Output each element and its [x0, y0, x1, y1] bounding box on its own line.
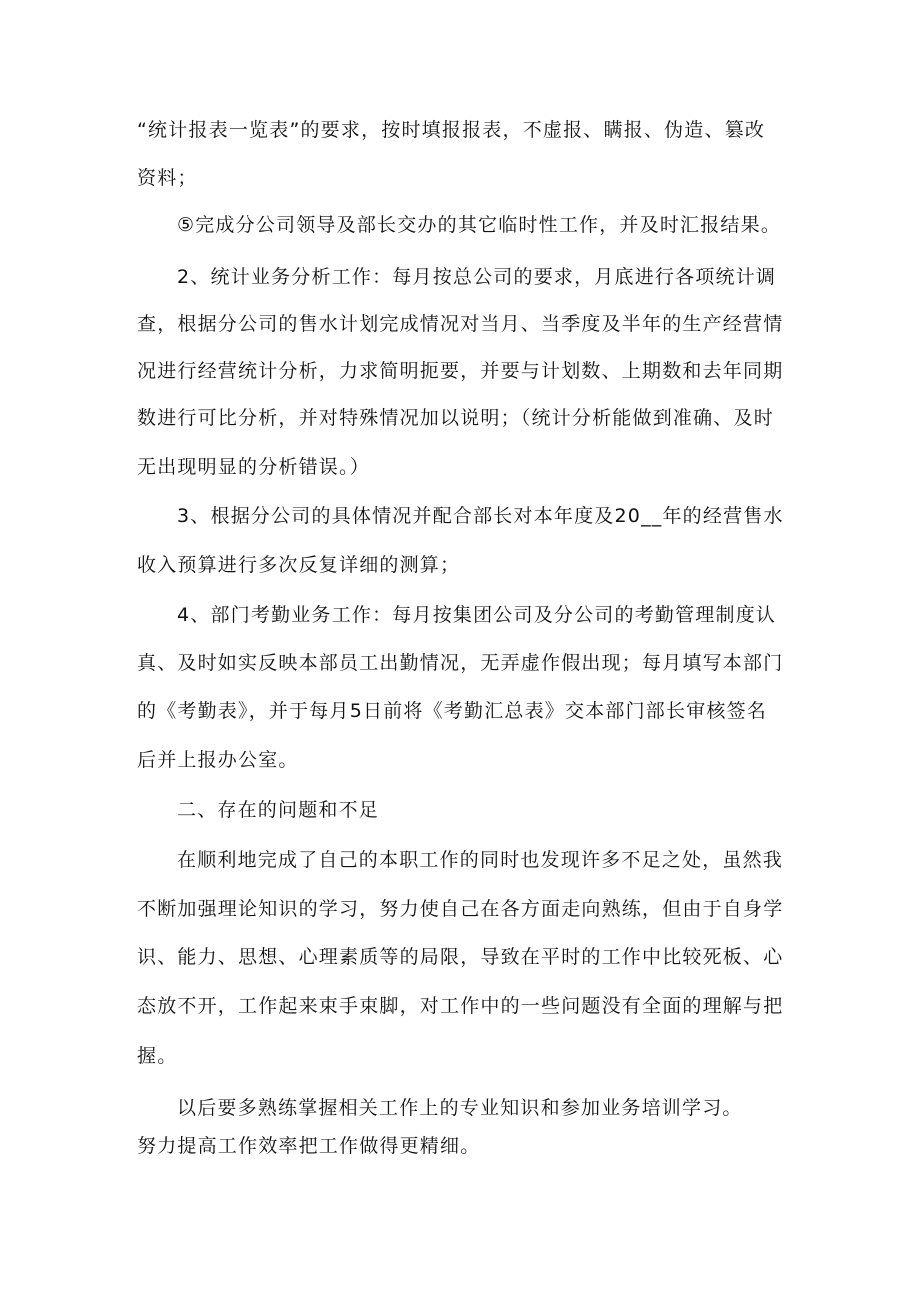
text-line: 态放不开，工作起来束手束脚，对工作中的一些问题没有全面的理解与把 — [137, 995, 784, 1017]
text-line: 数进行可比分析，并对特殊情况加以说明；（统计分析能做到准确、及时 — [137, 407, 774, 429]
text-line: 不断加强理论知识的学习，努力使自己在各方面走向熟练，但由于自身学 — [137, 898, 784, 920]
text-line: 识、能力、思想、心理素质等的局限，导致在平时的工作中比较死板、心 — [137, 946, 784, 968]
text-line: 3、根据分公司的具体情况并配合部长对本年度及20__年的经营售水 — [177, 505, 784, 527]
text-line: 以后要多熟练掌握相关工作上的专业知识和参加业务培训学习。 — [177, 1097, 743, 1119]
section-heading: 二、存在的问题和不足 — [177, 799, 380, 821]
text-line: 况进行经营统计分析，力求简明扼要，并要与计划数、上期数和去年同期 — [137, 360, 784, 382]
text-line: 在顺利地完成了自己的本职工作的同时也发现许多不足之处，虽然我 — [177, 849, 784, 871]
text-line: 努力提高工作效率把工作做得更精细。 — [137, 1135, 481, 1157]
text-line: 资料； — [137, 167, 198, 189]
text-line: 真、及时如实反映本部员工出勤情况，无弄虚作假出现；每月填写本部门 — [137, 652, 784, 674]
text-line: “统计报表一览表”的要求，按时填报报表，不虚报、瞒报、伪造、篡改 — [137, 119, 766, 141]
text-line: 无出现明显的分析错误。） — [137, 456, 370, 478]
text-line: 2、统计业务分析工作：每月按总公司的要求，月底进行各项统计调 — [177, 266, 777, 288]
text-line: 握。 — [137, 1045, 178, 1067]
text-line: 后并上报办公室。 — [137, 749, 299, 771]
text-line: ⑤完成分公司领导及部长交办的其它临时性工作，并及时汇报结果。 — [177, 214, 782, 236]
text-line: 收入预算进行多次反复详细的测算； — [137, 554, 461, 576]
text-line: 的《考勤表》，并于每月5日前将《考勤汇总表》交本部门部长审核签名 — [137, 700, 767, 722]
text-line: 4、部门考勤业务工作：每月按集团公司及分公司的考勤管理制度认 — [177, 604, 777, 626]
text-line: 查，根据分公司的售水计划完成情况对当月、当季度及半年的生产经营情 — [137, 313, 784, 335]
